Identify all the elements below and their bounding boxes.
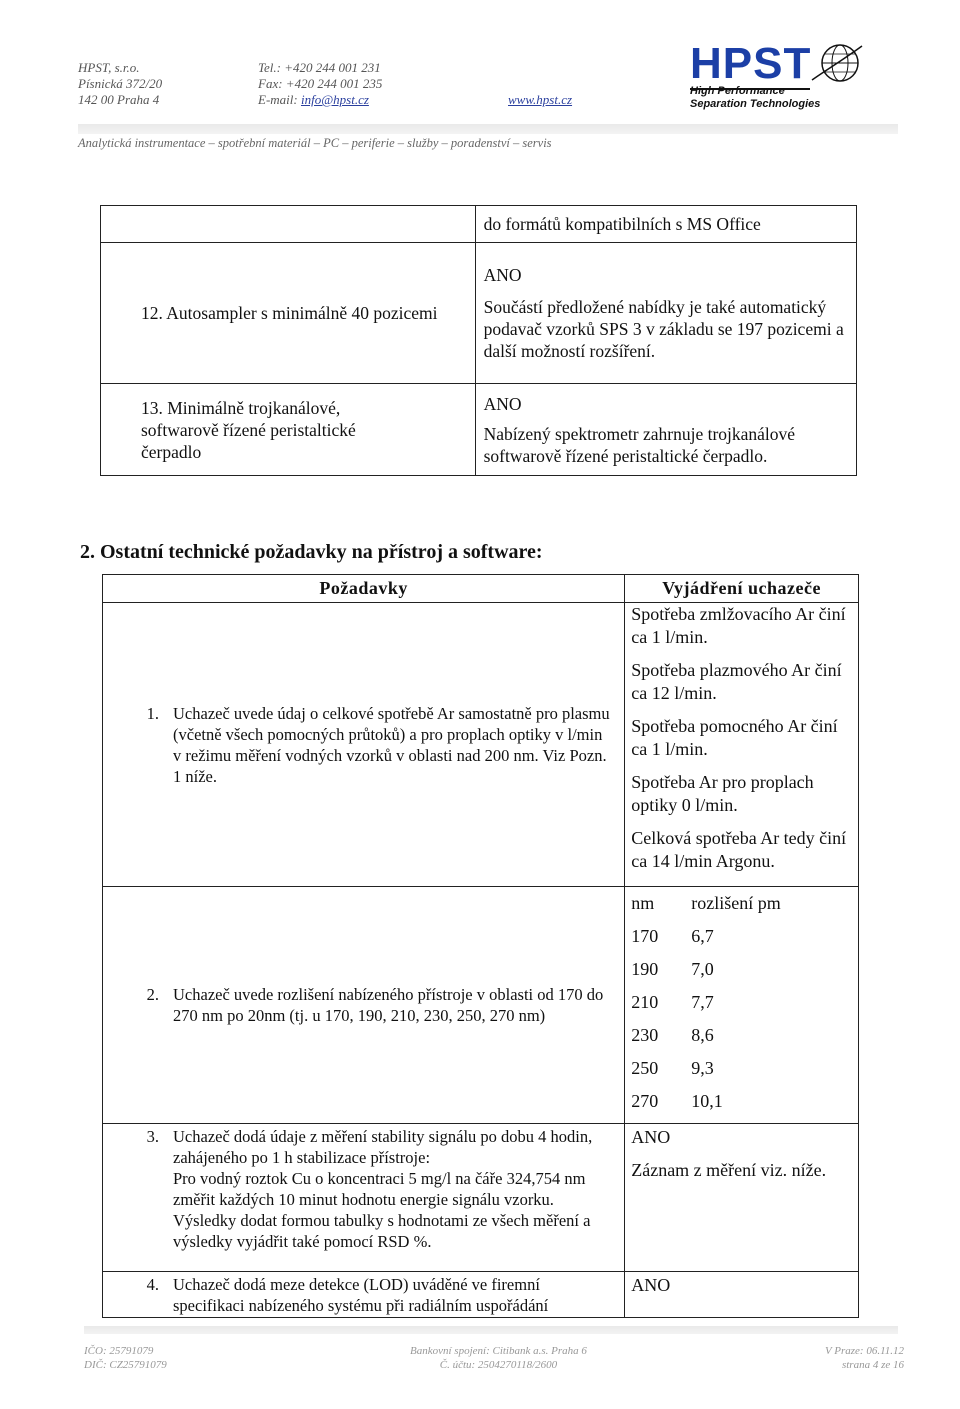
table-row bbox=[101, 243, 857, 384]
footer-bank: Bankovní spojení: Citibank a.s. Praha 6 Č. účtu: 2504270118/2600 bbox=[410, 1345, 587, 1371]
table-row bbox=[103, 887, 859, 1124]
company-name: HPST, s.r.o. bbox=[78, 60, 140, 75]
row-number: 3. bbox=[146, 1127, 159, 1146]
website bbox=[508, 92, 572, 108]
hpst-logo bbox=[690, 39, 880, 114]
company-street: Písnická 372/20 bbox=[78, 76, 163, 91]
requirement-cell bbox=[103, 887, 625, 1124]
company-address bbox=[78, 60, 162, 108]
phone-number: Tel.: +420 244 001 231 bbox=[258, 60, 381, 75]
table-row bbox=[101, 206, 857, 243]
resolution-row: 270 10,1 bbox=[631, 1091, 723, 1111]
requirement-text: Uchazeč uvede rozlišení nabízeného přístroje v oblasti od 170 do 270 nm po 20nm (tj. u 170, 190, 210, 230, 250, 270 nm) bbox=[173, 985, 604, 1025]
empty-cell bbox=[101, 206, 476, 243]
tagline: Analytická instrumentace – spotřební materiál – PC – periferie – služby – poradenství – servis bbox=[78, 136, 552, 150]
resolution-row: 170 6,7 bbox=[631, 926, 714, 946]
section-heading: 2. Ostatní technické požadavky na přístroj a software: bbox=[80, 541, 543, 563]
requirements-table-2 bbox=[102, 574, 859, 1318]
answer-cell: do formátů kompatibilních s MS Office bbox=[475, 206, 856, 243]
table-row bbox=[103, 1124, 859, 1272]
logo-text: HPST bbox=[690, 39, 812, 88]
column-header-answers: Vyjádření uchazeče bbox=[625, 575, 859, 603]
globe-icon bbox=[810, 40, 864, 86]
requirement-text: Uchazeč uvede údaj o celkové spotřebě Ar samostatně pro plasmu (včetně všech pomocných průtoků) a pro proplach optiky v l/min v režimu měření vodných vzorků v oblasti nad 200 nm. Viz Pozn. 1 níže. bbox=[173, 703, 610, 786]
resolution-row: 250 9,3 bbox=[631, 1058, 714, 1078]
row-number: 2. bbox=[146, 985, 159, 1004]
row-number: 4. bbox=[146, 1275, 159, 1294]
requirement-cell bbox=[103, 1272, 625, 1318]
requirement-cell: 12. Autosampler s minimálně 40 pozicemi bbox=[101, 243, 476, 384]
resolution-header: nm rozlišení pm bbox=[631, 893, 781, 913]
company-city: 142 00 Praha 4 bbox=[78, 92, 160, 107]
website-link[interactable]: www.hpst.cz bbox=[508, 92, 573, 107]
footer-ids: IČO: 25791079 DIČ: CZ25791079 bbox=[84, 1345, 167, 1371]
answer-cell: ANO bbox=[625, 1272, 859, 1318]
requirement-text: Uchazeč dodá meze detekce (LOD) uváděné ve firemní specifikaci nabízeného systému při radiálním uspořádání bbox=[173, 1275, 549, 1315]
row-number: 1. bbox=[146, 703, 159, 723]
email-line: E-mail: info@hpst.cz bbox=[258, 92, 369, 107]
company-contact bbox=[258, 60, 382, 108]
answer-cell: ANO Nabízený spektrometr zahrnuje trojkanálové softwarově řízené peristaltické čerpadlo. bbox=[475, 384, 856, 476]
resolution-row: 230 8,6 bbox=[631, 1025, 714, 1045]
footer-page-info: V Praze: 06.11.12 strana 4 ze 16 bbox=[824, 1345, 904, 1371]
answer-cell: Spotřeba zmlžovacího Ar činí ca 1 l/min. Spotřeba plazmového Ar činí ca 12 l/min. Spotřeba pomocného Ar činí ca 1 l/min. Spotřeba Ar pro proplach optiky 0 l/min. Celková spotřeba Ar tedy činí ca 14 l/min Argonu. bbox=[625, 603, 859, 887]
email-link[interactable]: info@hpst.cz bbox=[300, 92, 369, 107]
fax-number: Fax: +420 244 001 235 bbox=[258, 76, 383, 91]
column-header-requirements: Požadavky bbox=[103, 575, 625, 603]
requirement-cell bbox=[103, 603, 625, 887]
resolution-cell bbox=[625, 887, 859, 1124]
logo-subtitle: High Performance Separation Technologies bbox=[690, 85, 821, 110]
header-band bbox=[78, 124, 898, 134]
table-row bbox=[103, 1272, 859, 1318]
footer-band bbox=[84, 1326, 898, 1334]
requirement-cell: 13. Minimálně trojkanálové, softwarově řízené peristaltické čerpadlo bbox=[101, 384, 476, 476]
table-header-row bbox=[103, 575, 859, 603]
requirements-table-1 bbox=[100, 205, 857, 476]
table-row bbox=[103, 603, 859, 887]
answer-cell: ANO Záznam z měření viz. níže. bbox=[625, 1124, 859, 1272]
answer-cell: ANO Součástí předložené nabídky je také automatický podavač vzorků SPS 3 v základu se 197 pozicemi a další možností rozšíření. bbox=[475, 243, 856, 384]
requirement-text: Uchazeč dodá údaje z měření stability signálu po dobu 4 hodin, zahájeného po 1 h stabilizace přístroje: Pro vodný roztok Cu o koncentraci 5 mg/l na čáře 324,754 nm změřit každých 10 minut hodnotu energie signálu vzorku. Výsledky dodat formou tabulky s hodnotami ze všech měření a výsledky vyjádřit také pomocí RSD %. bbox=[173, 1127, 593, 1251]
table-row bbox=[101, 384, 857, 476]
resolution-row: 210 7,7 bbox=[631, 992, 714, 1012]
resolution-row: 190 7,0 bbox=[631, 959, 714, 979]
requirement-cell bbox=[103, 1124, 625, 1272]
